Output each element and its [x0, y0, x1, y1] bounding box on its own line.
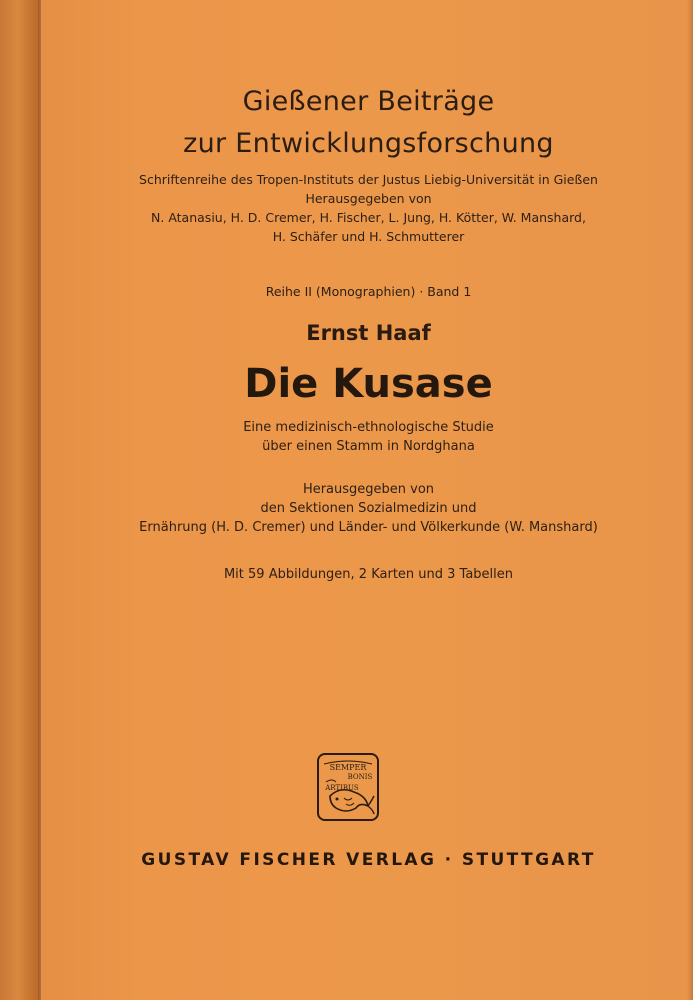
book-subtitle-line-2: über einen Stamm in Nordghana	[262, 439, 475, 454]
series-subtitle: Schriftenreihe des Tropen-Instituts der Justus Liebig-Universität in Gießen	[139, 172, 598, 187]
series-title-line-1: Gießener Beiträge	[242, 86, 495, 117]
emblem-motto-3: ARTIBUS	[325, 784, 359, 792]
book-spine	[0, 0, 41, 1000]
book-author: Ernst Haaf	[306, 321, 431, 345]
book-title: Die Kusase	[244, 361, 493, 407]
series-title-line-2: zur Entwicklungsforschung	[183, 128, 554, 159]
emblem-motto-2: BONIS	[347, 773, 373, 781]
book-editor-line-2: Ernährung (H. D. Cremer) und Länder- und Völkerkunde (W. Manshard)	[139, 520, 598, 535]
book-subtitle-line-1: Eine medizinisch-ethnologische Studie	[243, 420, 494, 435]
publisher-emblem-fish-icon	[316, 752, 380, 822]
emblem-motto-1: SEMPER	[329, 763, 367, 772]
book-editor-line-1: den Sektionen Sozialmedizin und	[260, 501, 477, 516]
series-volume: Reihe II (Monographien) · Band 1	[265, 284, 472, 299]
book-contents-note: Mit 59 Abbildungen, 2 Karten und 3 Tabellen	[223, 567, 514, 582]
spine-fold	[38, 0, 42, 1000]
series-editors-label: Herausgegeben von	[305, 191, 432, 206]
series-editors-line-2: H. Schäfer und H. Schmutterer	[272, 229, 465, 244]
cover-content	[44, 0, 693, 1000]
series-editors-line-1: N. Atanasiu, H. D. Cremer, H. Fischer, L. Jung, H. Kötter, W. Manshard,	[151, 210, 586, 225]
publisher-name: GUSTAV FISCHER VERLAG · STUTTGART	[141, 850, 596, 870]
book-editor-label: Herausgegeben von	[302, 482, 435, 497]
